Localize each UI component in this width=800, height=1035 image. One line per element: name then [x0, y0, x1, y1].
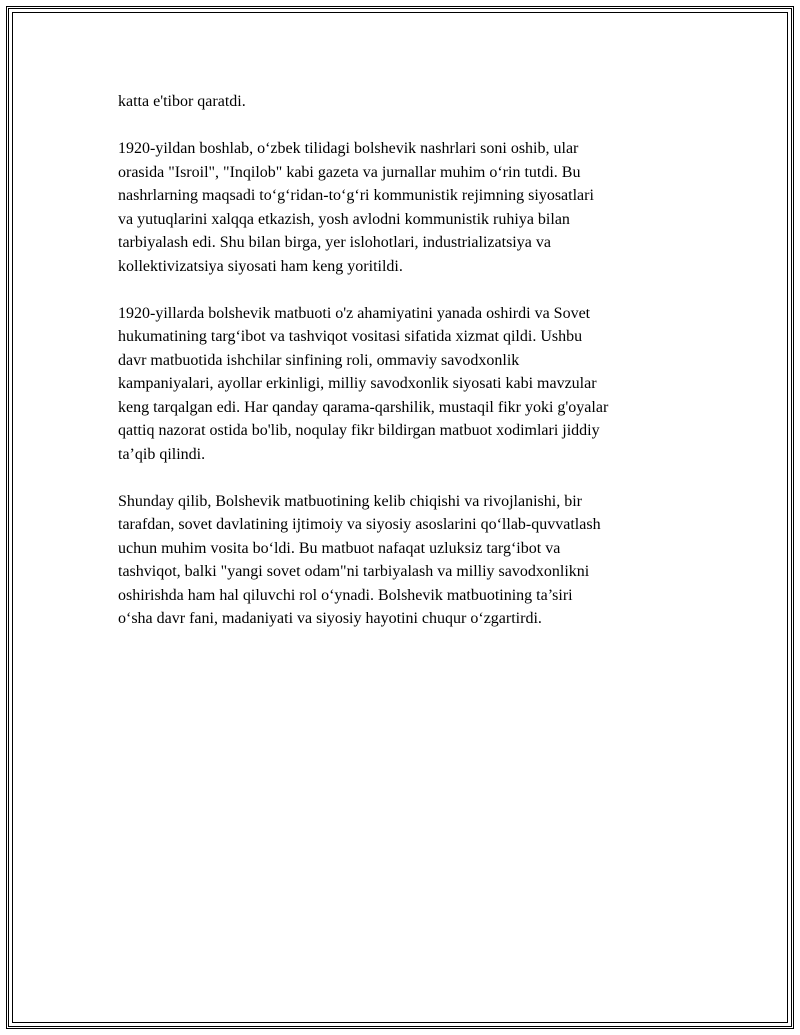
- text-line: oshirishda ham hal qiluvchi rol o‘ynadi. Bolshevik matbuotining ta’siri: [118, 586, 573, 604]
- paragraph-1: [118, 90, 693, 114]
- text-line: tarafdan, sovet davlatining ijtimoiy va siyosiy asoslarini qo‘llab-quvvatlash: [118, 516, 601, 533]
- text-line: tashviqot, balki "yangi sovet odam"ni tarbiyalash va milliy savodxonlikni: [118, 563, 590, 580]
- text-line: tarbiyalash edi. Shu bilan birga, yer islohotlari, industrializatsiya va: [118, 234, 551, 251]
- text-line: 1920-yildan boshlab, o‘zbek tilidagi bolshevik nashrlari soni oshib, ular: [118, 140, 579, 157]
- text-line: uchun muhim vosita bo‘ldi. Bu matbuot nafaqat uzluksiz targ‘ibot va: [118, 539, 561, 557]
- text-line: kampaniyalari, ayollar erkinligi, milliy savodxonlik siyosati kabi mavzular: [118, 375, 597, 392]
- text-line: hukumatining targ‘ibot va tashviqot vositasi sifatida xizmat qildi. Ushbu: [118, 328, 583, 345]
- text-line: 1920-yillarda bolshevik matbuoti o'z ahamiyatini yanada oshirdi va Sovet: [118, 304, 591, 322]
- text-line: kollektivizatsiya siyosati ham keng yoritildi.: [118, 257, 403, 275]
- text-line: katta e'tibor qaratdi.: [118, 93, 246, 110]
- text-line: Shunday qilib, Bolshevik matbuotining kelib chiqishi va rivojlanishi, bir: [118, 492, 582, 510]
- text-line: nashrlarning maqsadi to‘g‘ridan-to‘g‘ri kommunistik rejimning siyosatlari: [118, 187, 594, 204]
- text-line: va yutuqlarini xalqqa etkazish, yosh avlodni kommunistik ruhiya bilan: [118, 210, 570, 228]
- text-line: o‘sha davr fani, madaniyati va siyosiy hayotini chuqur o‘zgartirdi.: [118, 610, 542, 627]
- paragraph-4: [118, 490, 693, 631]
- text-line: keng tarqalgan edi. Har qanday qarama-qarshilik, mustaqil fikr yoki g'oyalar: [118, 398, 609, 416]
- paragraph-2: [118, 137, 693, 278]
- text-line: davr matbuotida ishchilar sinfining roli, ommaviy savodxonlik: [118, 351, 520, 369]
- text-line: ta’qib qilindi.: [118, 445, 206, 463]
- document-body: [118, 90, 693, 654]
- text-line: orasida "Isroil", "Inqilob" kabi gazeta va jurnallar muhim o‘rin tutdi. Bu: [118, 163, 581, 181]
- text-line: qattiq nazorat ostida bo'lib, noqulay fikr bildirgan matbuot xodimlari jiddiy: [118, 422, 600, 439]
- paragraph-3: [118, 302, 693, 467]
